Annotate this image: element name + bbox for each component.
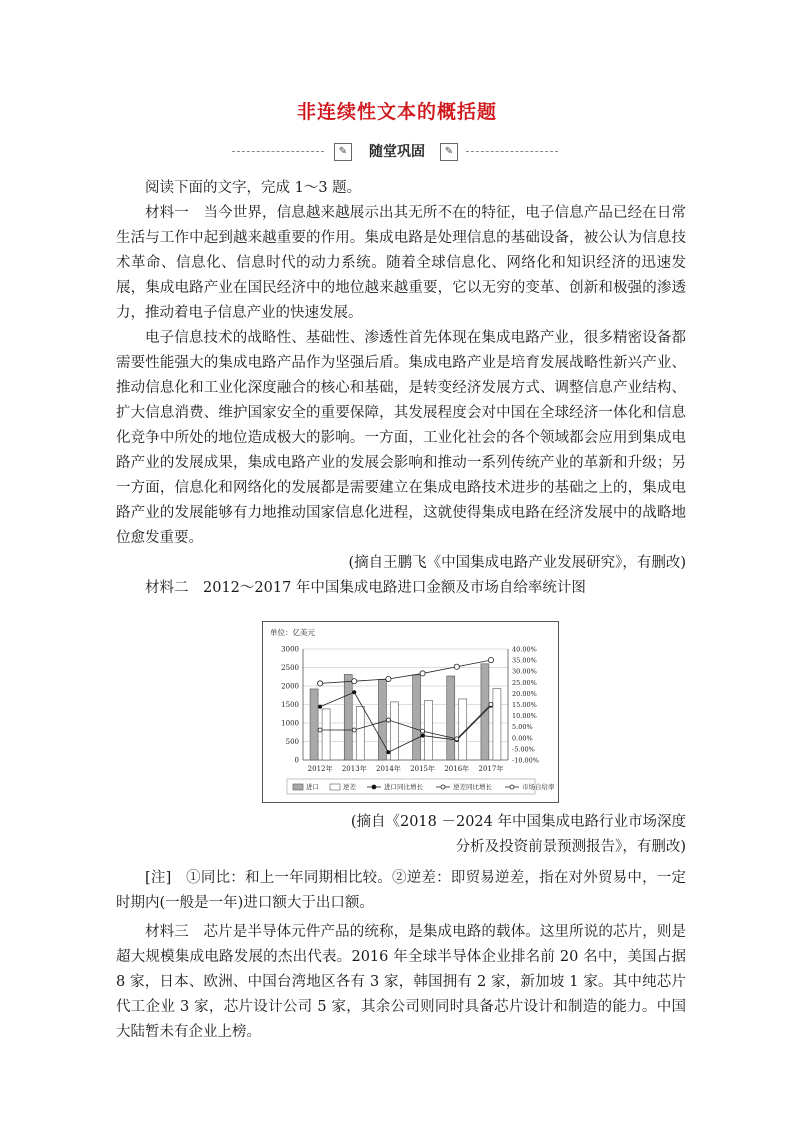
bar-import [378, 679, 386, 760]
point-self-sufficiency [454, 664, 459, 669]
legend-swatch [330, 784, 340, 790]
material1-para1 [116, 201, 686, 326]
category-label: 2014年 [376, 765, 401, 773]
right-tick-label: -5.00% [512, 745, 535, 754]
point-deficit-growth [318, 728, 322, 732]
point-deficit-growth [386, 718, 390, 722]
legend-label: 市场自给率 [522, 783, 555, 791]
point-deficit-growth [455, 737, 459, 741]
divider-right [466, 151, 558, 152]
point-self-sufficiency [420, 671, 425, 676]
bar-deficit [459, 699, 467, 760]
point-import-growth [318, 705, 322, 709]
legend-label: 进口 [306, 783, 319, 791]
material2-source-line1: (摘自《2018 －2024 年中国集成电路行业市场深度 [350, 814, 686, 830]
divider-left [232, 151, 324, 152]
right-tick-label: 5.00% [512, 723, 533, 732]
point-self-sufficiency [488, 658, 493, 663]
chart-unit-label: 单位：亿美元 [270, 628, 315, 637]
material1-para2: 电子信息技术的战略性、基础性、渗透性首先体现在集成电路产业，很多精密设备都需要性能强大的集成电路产品作为坚强后盾。集成电路产业是培育发展战略性新兴产业、推动信息化和工业化深度融合的核心和基础，是转变经济发展方式、调整信息产业结构、扩大信息消费、维护国家安全的重要保障，其发展程度会对中国在全球经济一体化和信息化竞争中所处的地位造成极大的影响。一方面，工业化社会的各个领域都会应用到集成电路产业的发展成果，集成电路产业的发展会影响和推动一系列传统产业的革新和升级；另一方面，信息化和网络化的发展都是需要建立在集成电路技术进步的基础之上的，集成电路产业的发展能够有力地推动国家信息化进程，这就使得集成电路在经济发展中的战略地位愈发重要。 [116, 330, 686, 546]
point-self-sufficiency [352, 679, 357, 684]
note-icon: ✎ [334, 143, 352, 161]
material2-heading [116, 576, 686, 601]
material2-label: 材料二 [145, 580, 189, 596]
material1-source: (摘自王鹏飞《中国集成电路产业发展研究》，有删改) [348, 555, 686, 571]
right-tick-label: 0.00% [512, 734, 533, 743]
bar-import [447, 676, 455, 760]
bar-deficit [356, 706, 364, 760]
material2-source-block [116, 810, 686, 860]
chart-caption: 2012～2017 年中国集成电路进口金额及市场自给率统计图 [203, 580, 586, 596]
point-self-sufficiency [317, 681, 322, 686]
point-deficit-growth [421, 729, 425, 733]
legend-label: 逆差 [343, 783, 356, 791]
left-tick-label: 1000 [281, 719, 299, 728]
chart-svg [263, 622, 558, 802]
section-band [232, 141, 558, 163]
category-label: 2017年 [478, 765, 504, 773]
bar-deficit [425, 700, 433, 760]
material3-label: 材料三 [145, 924, 189, 940]
right-tick-label: -10.00% [512, 756, 539, 765]
note-icon: ✎ [440, 143, 458, 161]
left-tick-label: 3000 [281, 645, 299, 654]
legend-swatch [293, 784, 303, 790]
right-tick-label: 35.00% [512, 656, 537, 665]
legend-swatch [441, 785, 445, 789]
right-tick-label: 25.00% [512, 678, 537, 687]
section-label: 随堂巩固 [369, 144, 425, 160]
bar-import [413, 675, 421, 760]
left-tick-label: 2500 [281, 664, 299, 672]
material3-block [116, 920, 686, 1045]
point-import-growth [352, 690, 356, 694]
legend-swatch [372, 785, 376, 789]
material1-label: 材料一 [145, 205, 189, 221]
material3-para [116, 920, 686, 1045]
right-tick-label: 10.00% [512, 712, 537, 721]
material2-source-line2: 分析及投资前景预测报告》，有删改) [455, 839, 686, 855]
point-deficit-growth [489, 703, 493, 707]
bar-deficit [390, 702, 398, 760]
bar-deficit [322, 709, 330, 760]
category-label: 2015年 [410, 765, 435, 773]
legend-swatch [510, 785, 514, 789]
right-tick-label: 30.00% [512, 667, 537, 676]
legend-label: 进口同比增长 [384, 783, 423, 791]
material1-block [116, 176, 686, 601]
note-para [116, 866, 686, 916]
material1-text1: 当今世界，信息越来越展示出其无所不在的特征，电子信息产品已经在日常生活与工作中起到越来越重要的作用。集成电路是处理信息的基础设备，被公认为信息技术革命、信息化、信息时代的动力系统。随着全球信息化、网络化和知识经济的迅速发展，集成电路产业在国民经济中的地位越来越重要，它以无穷的变革、创新和极强的渗透力，推动着电子信息产业的快速发展。 [116, 205, 686, 321]
left-tick-label: 2000 [281, 682, 299, 691]
chart [262, 621, 559, 803]
point-self-sufficiency [386, 676, 391, 681]
bar-deficit [493, 689, 501, 760]
right-tick-label: 20.00% [512, 689, 537, 698]
point-import-growth [421, 734, 425, 738]
legend-label: 逆差同比增长 [453, 783, 492, 791]
right-tick-label: 40.00% [512, 645, 537, 654]
material3-text: 芯片是半导体元件产品的统称，是集成电路的载体。这里所说的芯片，则是超大规模集成电路发展的杰出代表。2016 年全球半导体企业排名前 20 名中，美国占据 8 家，日本、欧洲、中国台湾地区各有 3 家，韩国拥有 2 家，新加坡 1 家。其中纯芯片代工企业 3 家，芯片设计公司 5 家，其余公司则同时具备芯片设计和制造的能力。中国大陆暂未有企业上榜。 [116, 924, 686, 1040]
point-import-growth [386, 750, 390, 754]
bar-import [310, 689, 318, 760]
note-text: ①同比：和上一年同期相比较。②逆差：即贸易逆差，指在对外贸易中，一定时期内(一般是一年)进口额大于出口额。 [116, 870, 686, 911]
bar-import [344, 674, 352, 760]
instruction: 阅读下面的文字，完成 1～3 题。 [145, 180, 362, 196]
left-tick-label: 500 [285, 738, 299, 746]
right-tick-label: 15.00% [512, 701, 537, 709]
category-label: 2016年 [444, 765, 470, 773]
point-deficit-growth [352, 728, 356, 732]
category-label: 2013年 [341, 765, 367, 773]
left-tick-label: 0 [294, 756, 299, 765]
page-title: 非连续性文本的概括题 [296, 101, 497, 123]
left-tick-label: 1500 [281, 701, 299, 709]
note-block [116, 866, 686, 916]
category-label: 2012年 [307, 765, 333, 773]
note-label: [注] [145, 870, 172, 886]
